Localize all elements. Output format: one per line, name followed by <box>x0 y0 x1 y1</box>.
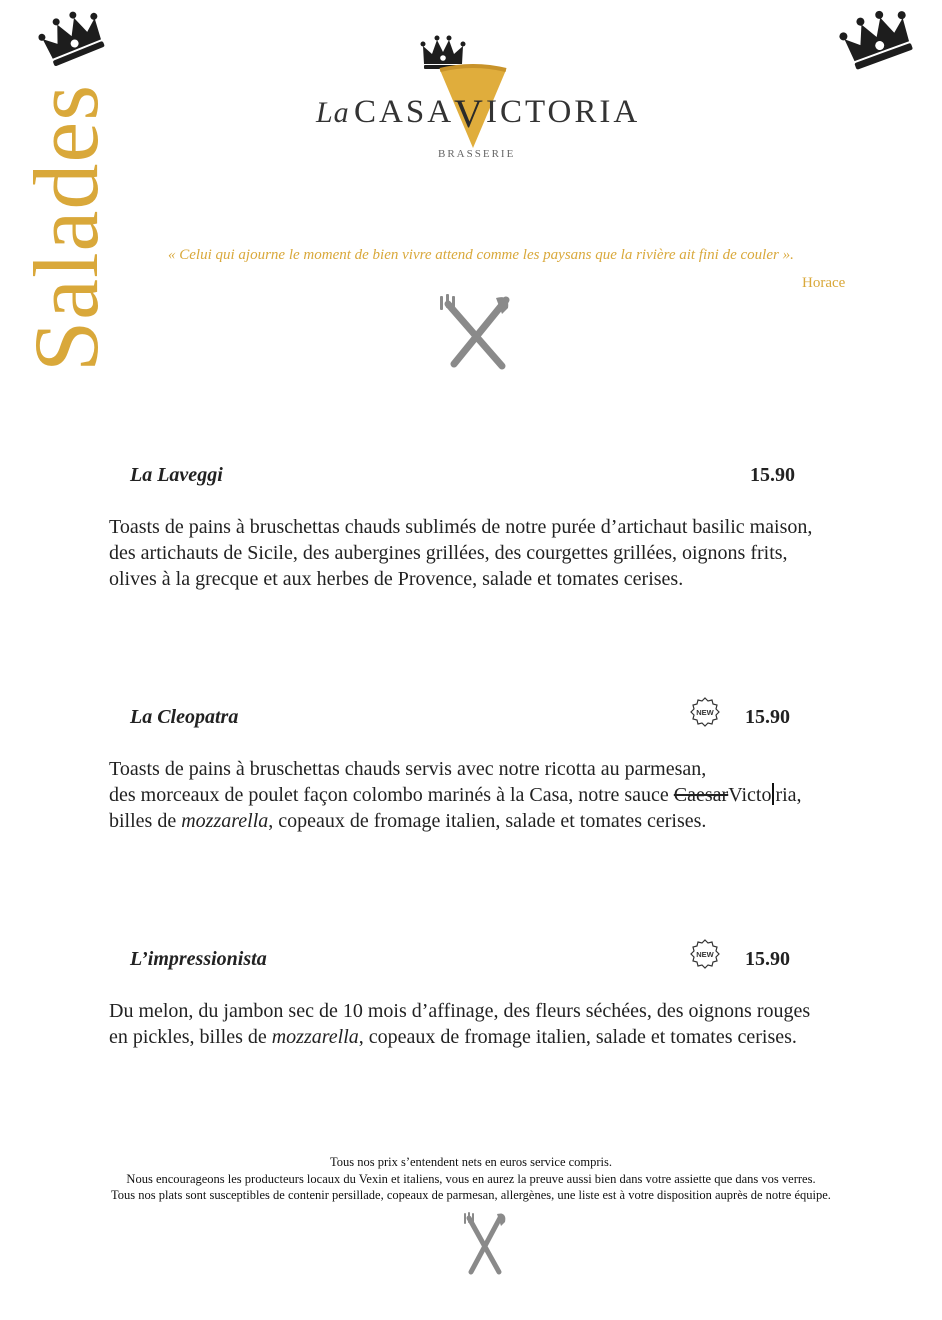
description-text: en pickles, billes de <box>109 1026 272 1048</box>
cutlery-icon <box>436 294 514 372</box>
description-line: Toasts de pains à bruschettas chauds sublimés de notre purée d’artichaut basilic maison, <box>109 516 813 538</box>
new-badge-label: NEW <box>696 950 714 959</box>
footer-notes <box>0 1154 942 1204</box>
description-text: billes de <box>109 810 182 832</box>
logo-la: La <box>316 96 350 129</box>
description-italic: mozzarella <box>181 810 269 832</box>
new-badge-icon <box>690 697 720 727</box>
description-line: olives à la grecque et aux herbes de Provence, salade et tomates cerises. <box>109 568 684 590</box>
dish-price: 15.90 <box>750 464 795 486</box>
footer-line: Nous encourageons les producteurs locaux du Vexin et italiens, vous en aurez la preuve aussi bien dans votre assiette que dans vos verres. <box>126 1171 816 1186</box>
cutlery-icon <box>461 1212 507 1276</box>
footer-line: Tous nos plats sont susceptibles de contenir persillade, copeaux de parmesan, allergènes, une liste est à votre disposition auprès de notre équipe. <box>111 1188 831 1202</box>
description-line: des artichauts de Sicile, des aubergines grillées, des courgettes grillées, oignons frits, <box>109 542 788 564</box>
dish-name: La Laveggi <box>130 464 223 486</box>
struck-text: Caesar <box>673 784 729 806</box>
new-badge-label: NEW <box>696 708 714 717</box>
description-line <box>109 808 909 834</box>
dish-description <box>109 514 909 592</box>
footer-line: Tous nos prix s’entendent nets en euros service compris. <box>329 1155 613 1169</box>
quote-text: « Celui qui ajourne le moment de bien vivre attend comme les paysans que la rivière ait fini de couler ». <box>168 247 794 263</box>
quote-author: Horace <box>802 275 846 291</box>
logo-casa: CASA <box>354 94 455 130</box>
description-line: Du melon, du jambon sec de 10 mois d’affinage, des fleurs séchées, des oignons rouges <box>109 1000 811 1022</box>
crown-icon <box>36 6 108 68</box>
description-text: ria, <box>775 784 802 806</box>
brand-logo <box>300 34 650 174</box>
new-badge-icon <box>690 939 720 969</box>
dish-price: 15.90 <box>745 706 790 728</box>
description-line <box>109 782 909 808</box>
description-text: , copeaux de fromage italien, salade et tomates cerises. <box>268 810 707 832</box>
logo-victoria: ICTORIA <box>486 94 641 130</box>
description-text: , copeaux de fromage italien, salade et tomates cerises. <box>358 1026 797 1048</box>
dish-description <box>109 756 909 834</box>
crown-icon <box>838 6 916 70</box>
description-text: des morceaux de poulet façon colombo marinés à la Casa, notre sauce <box>109 784 674 806</box>
description-italic: mozzarella <box>271 1026 359 1048</box>
dish-name: La Cleopatra <box>130 706 239 728</box>
description-line <box>109 1024 909 1050</box>
description-line: Toasts de pains à bruschettas chauds servis avec notre ricotta au parmesan, <box>109 758 707 780</box>
logo-subtitle: BRASSERIE <box>438 148 516 160</box>
dish-name: L’impressionista <box>130 948 267 970</box>
description-text: Victo <box>728 784 772 806</box>
dish-price: 15.90 <box>745 948 790 970</box>
page-title-vertical: Salades <box>15 83 117 372</box>
dish-description <box>109 998 909 1050</box>
logo-v-letter: V <box>454 91 483 136</box>
